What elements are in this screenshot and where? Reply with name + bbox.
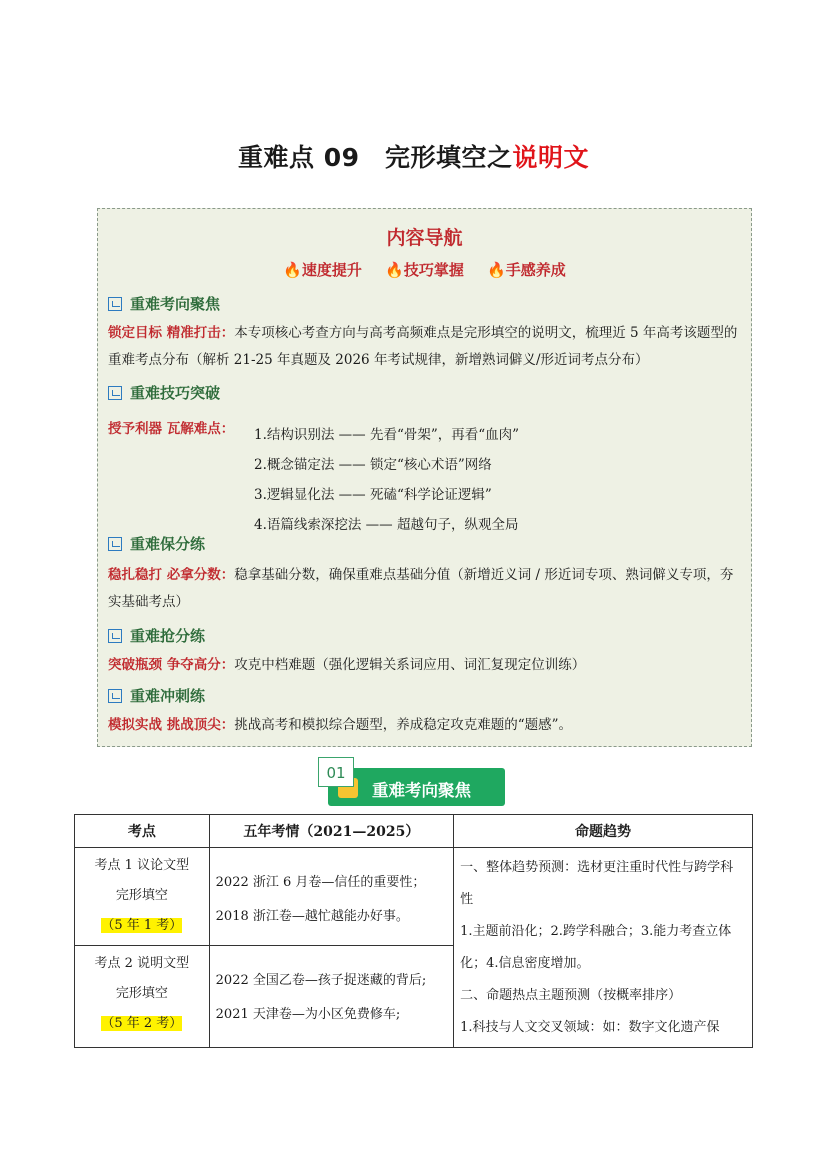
table-header: 考点 xyxy=(75,815,210,848)
method-item: 2.概念锚定法 —— 锁定“核心术语”网络 xyxy=(254,457,492,473)
tag-skill: 🔥技巧掌握 xyxy=(385,261,464,279)
frequency-highlight: （5 年 1 考） xyxy=(101,918,183,933)
table-cell-cases: 2022 浙江 6 月卷—信任的重要性； 2018 浙江卷—越忙越能办好事。 xyxy=(209,848,453,946)
section-text-advance: 突破瓶颈 争夺高分：攻克中档难题（强化逻辑关系词应用、词汇复现定位训练） xyxy=(108,657,586,673)
tag-speed: 🔥速度提升 xyxy=(283,261,362,279)
flame-icon: 🔥 xyxy=(385,261,404,279)
section-heading-focus: 重难考向聚焦 xyxy=(108,293,220,314)
edit-icon xyxy=(108,537,122,551)
table-cell-point: 考点 1 议论文型 完形填空 （5 年 1 考） xyxy=(75,848,210,946)
badge-number: 01 xyxy=(318,757,354,787)
nav-tags xyxy=(98,259,751,280)
badge-label: 重难考向聚焦 xyxy=(372,781,471,800)
section-heading-basic: 重难保分练 xyxy=(108,533,205,554)
section-text-sprint: 模拟实战 挑战顶尖：挑战高考和模拟综合题型，养成稳定攻克难题的“题感”。 xyxy=(108,717,573,733)
table-header: 五年考情（2021—2025） xyxy=(209,815,453,848)
section-heading-advance: 重难抢分练 xyxy=(108,625,205,646)
section-text-basic: 稳扎稳打 必拿分数：稳拿基础分数，确保重难点基础分值（新增近义词 / 形近词专项、熟词僻义专项，夯实基础考点） xyxy=(108,567,734,610)
section-label-skills: 授予利器 瓦解难点： xyxy=(108,421,235,437)
table-row xyxy=(75,848,753,946)
method-item: 4.语篇线索深挖法 —— 超越句子，纵观全局 xyxy=(254,517,519,533)
edit-icon xyxy=(108,297,122,311)
flame-icon: 🔥 xyxy=(283,261,302,279)
edit-icon xyxy=(108,386,122,400)
table-header-row xyxy=(75,815,753,848)
edit-icon xyxy=(108,689,122,703)
table-cell-cases: 2022 全国乙卷—孩子捉迷藏的背后; 2021 天津卷—为小区免费修车; xyxy=(209,946,453,1048)
content-navigation-box xyxy=(97,208,752,747)
exam-table xyxy=(74,814,753,1048)
table-header: 命题趋势 xyxy=(454,815,753,848)
method-item: 1.结构识别法 —— 先看“骨架”，再看“血肉” xyxy=(254,427,520,443)
edit-icon xyxy=(108,629,122,643)
table-cell-trend: 一、整体趋势预测：选材更注重时代性与跨学科性 1.主题前沿化；2.跨学科融合；3.能力考查立体化；4.信息密度增加。 二、命题热点主题预测（按概率排序） 1.科技与人文交叉领域：如：数字文化遗产保 xyxy=(454,848,753,1048)
title-highlight: 说明文 xyxy=(512,143,589,172)
section-heading-skills: 重难技巧突破 xyxy=(108,382,220,403)
tag-feel: 🔥手感养成 xyxy=(487,261,566,279)
flame-icon: 🔥 xyxy=(487,261,506,279)
section-heading-sprint: 重难冲刺练 xyxy=(108,685,205,706)
page-title: 重难点 09 完形填空之说明文 xyxy=(237,143,589,172)
section-badge xyxy=(328,768,505,806)
section-text-focus: 锁定目标 精准打击：本专项核心考查方向与高考高频难点是完形填空的说明文，梳理近 5 年高考该题型的重难考点分布（解析 21-25 年真题及 2026 年考试规律，新增熟词僻义/形近词考点分布） xyxy=(108,325,738,368)
method-item: 3.逻辑显化法 —— 死磕“科学论证逻辑” xyxy=(254,487,492,503)
table-cell-point: 考点 2 说明文型 完形填空 （5 年 2 考） xyxy=(75,946,210,1048)
frequency-highlight: （5 年 2 考） xyxy=(101,1016,183,1031)
nav-title: 内容导航 xyxy=(386,227,463,249)
